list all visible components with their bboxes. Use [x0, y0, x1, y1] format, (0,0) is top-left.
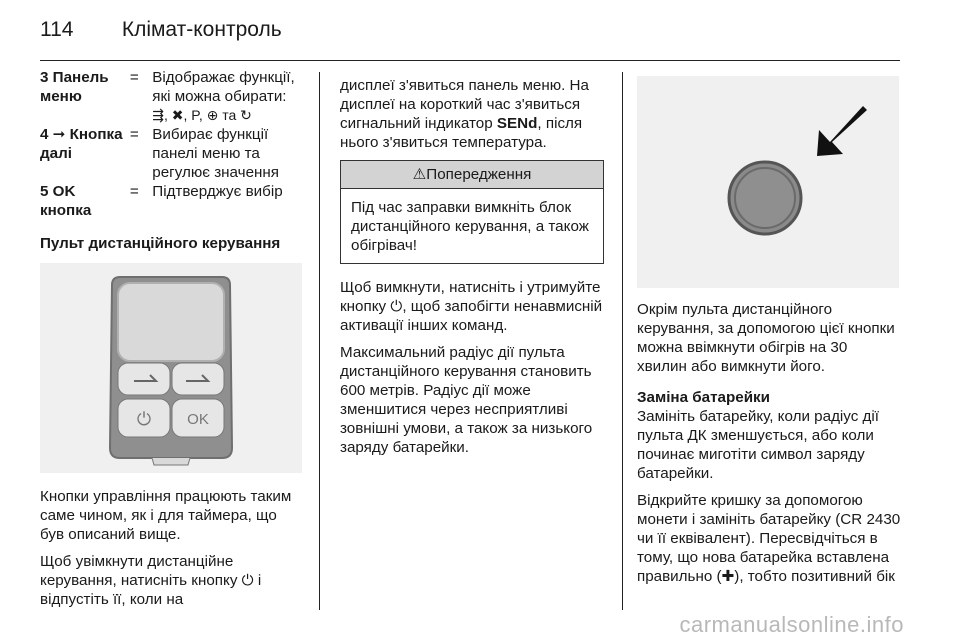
definition-desc: Підтверджує вибір [152, 183, 283, 200]
warning-title: Попередження [426, 166, 532, 183]
left-paragraph-2: Щоб увімкнути дистанційне керування, натисніть кнопку ⏻ і відпустіть її, коли на [40, 553, 262, 608]
middle-paragraph-1: дисплеї з'явиться панель меню. На дисплеї на короткий час з'явиться сигнальний індикатор SENd, після нього з'явиться температура. [340, 77, 589, 151]
definition-row [40, 182, 302, 220]
warning-header [341, 161, 603, 189]
page-number: 114 [40, 18, 74, 41]
definition-eq: = [129, 183, 139, 200]
right-paragraph-1: Окрім пульта дистанційного керування, за допомогою цієї кнопки можна ввімкнути обігрів на 30 хвилин або вимкнути його. [637, 301, 895, 375]
middle-paragraph-2: Щоб вимкнути, натисніть і утримуйте кнопку ⏻, щоб запобігти ненавмисній активації інших команд. [340, 279, 603, 334]
watermark: carmanualsonline.info [679, 612, 904, 637]
column-divider-2 [622, 72, 623, 610]
column-divider-1 [319, 72, 320, 610]
heater-button-figure [637, 76, 899, 288]
remote-back-button [118, 363, 170, 395]
send-indicator: SENd [496, 115, 538, 132]
warning-icon: ⚠ [412, 166, 427, 183]
definition-eq: = [129, 69, 139, 86]
ok-label: OK [187, 411, 209, 428]
left-paragraph-1: Кнопки управління працюють таким саме чином, як і для таймера, що був описаний вище. [40, 488, 292, 543]
left-column [40, 68, 302, 609]
definition-term: 3 Панель меню [40, 69, 109, 105]
remote-figure [40, 263, 302, 473]
battery-heading: Заміна батарейки [637, 389, 770, 406]
right-paragraph-3: Відкрийте кришку за допомогою монети і замініть батарейку (CR 2430 чи її еквівалент). Пересвідчіться в тому, що нова батарейка вставлена правильно (✚), тобто позитивний бік [637, 492, 901, 585]
definition-term: 4 ➞ Кнопка далі [40, 126, 123, 162]
warning-box [340, 160, 604, 264]
definition-row [40, 125, 302, 182]
definition-desc: Вибирає функції панелі меню та регулює значення [152, 126, 280, 181]
definition-eq: = [129, 126, 139, 143]
menu-function-icons: ⇶, ✖, P, ⊕ та ↻ [152, 107, 252, 123]
remote-display [118, 283, 224, 361]
definition-term: 5 OK кнопка [40, 183, 92, 219]
definition-desc: Відображає функції, які можна обирати: ⇶, ✖, P, ⊕ та ↻ [152, 69, 295, 123]
remote-next-button [172, 363, 224, 395]
definition-row [40, 68, 302, 125]
page-header [40, 18, 282, 42]
header-rule [40, 60, 900, 61]
page-title: Клімат-контроль [121, 18, 282, 41]
right-column [637, 76, 901, 586]
warning-body: Під час заправки вимкніть блок дистанційного керування, а також обігрівач! [351, 199, 589, 254]
right-paragraph-2: Замініть батарейку, коли радіус дії пульта ДК зменшується, або коли починає миготіти символ заряду батарейки. [637, 408, 879, 482]
pointer-arrow-icon [817, 106, 867, 156]
power-icon: ⏻ [136, 409, 152, 430]
middle-column [340, 76, 604, 457]
middle-paragraph-3: Максимальний радіус дії пульта дистанційного керування становить 600 метрів. Радіус дії може зменшитися через несприятливі зовнішні умови, а також за низького заряду батарейки. [340, 344, 593, 456]
remote-control-illustration [40, 263, 302, 473]
heater-button-illustration [637, 76, 899, 288]
remote-heading: Пульт дистанційного керування [40, 235, 281, 252]
